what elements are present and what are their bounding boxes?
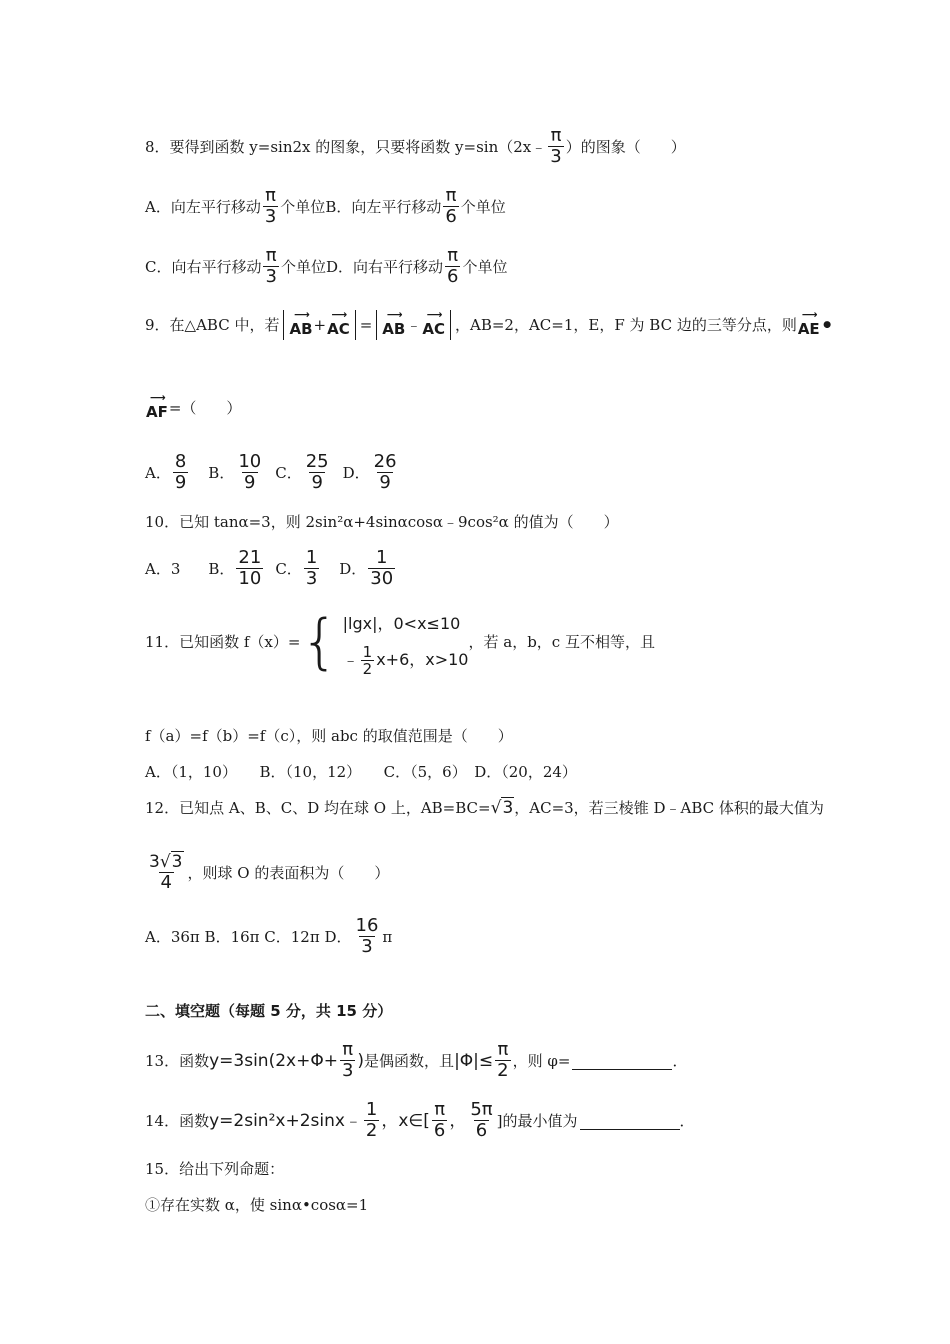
fraction: $\frac{25}{9}$ bbox=[305, 451, 329, 493]
fraction: $\frac{\pi}{6}$ bbox=[433, 1099, 446, 1141]
sqrt: √3 bbox=[490, 798, 514, 818]
fraction: $\frac{8}{9}$ bbox=[174, 451, 187, 493]
q12-options: A．36π B．16π C．12π D． $\frac{16}{3}$ π bbox=[145, 915, 393, 957]
q11-stem-cont: f（a）=f（b）=f（c），则 abc 的取值范围是（ ） bbox=[145, 727, 513, 745]
case-1: |lgx|，0<x≤10 bbox=[342, 614, 461, 633]
q8-stem: 8．要得到函数 y=sin2x 的图象，只要将函数 y=sin（2x﹣ $\frac{\pi}{3}$ ）的图象（ ） bbox=[145, 125, 686, 167]
section-heading: 二、填空题（每题 5 分，共 15 分） bbox=[145, 1002, 393, 1020]
fraction: $\frac{1}{2}$ bbox=[362, 642, 373, 678]
q9-stem-cont: ⟶ AF =（ ） bbox=[146, 391, 242, 421]
q9-stem: 9．在△ABC 中，若 ⟶ AB + ⟶ AC = ⟶ AB ﹣ ⟶ AC ，AB=2，AC=1，E，F 为 BC 边的三等分点，则 ⟶ AE • bbox=[145, 308, 834, 338]
fraction: $\frac{\pi}{3}$ bbox=[550, 125, 562, 167]
q10-stem: 10．已知 tanα=3，则 2sin²α+4sinαcosα﹣9cos²α 的值为（ ） bbox=[145, 513, 619, 531]
fraction: $\frac{1}{30}$ bbox=[370, 547, 394, 589]
vector-ab: ⟶ AB bbox=[289, 308, 313, 338]
fraction: $\frac{16}{3}$ bbox=[355, 915, 379, 957]
fraction: $\frac{\pi}{2}$ bbox=[497, 1039, 509, 1081]
piecewise-function bbox=[343, 606, 469, 678]
fraction: $\frac{26}{9}$ bbox=[373, 451, 397, 493]
vector-ac: ⟶ AC bbox=[327, 308, 350, 338]
q12-stem: 12．已知点 A、B、C、D 均在球 O 上，AB=BC= √3 ，AC=3，若三棱锥 D﹣ABC 体积的最大值为 bbox=[145, 798, 824, 818]
q8-options-cd: C．向右平行移动 $\frac{\pi}{3}$ 个单位 D．向右平行移动 $\frac{\pi}{6}$ 个单位 bbox=[145, 245, 508, 287]
vector-ae: ⟶ AE bbox=[797, 308, 820, 338]
fraction: $\frac{5\pi}{6}$ bbox=[470, 1099, 493, 1141]
case-2: ﹣ $\frac{1}{2}$ x+6，x>10 bbox=[342, 642, 469, 678]
q9-options: A． $\frac{8}{9}$ B． $\frac{10}{9}$ C． $\frac{25}{9}$ D． $\frac{26}{9}$ bbox=[145, 451, 397, 493]
q13: 13．函数 y=3sin(2x+Φ+ $\frac{\pi}{3}$ ) 是偶函数，且 |Φ|≤ $\frac{\pi}{2}$ ，则 φ= ． bbox=[145, 1039, 688, 1081]
abs-bar bbox=[283, 310, 284, 340]
fraction: $\frac{3√3}{4}$ bbox=[149, 852, 183, 893]
abs-bar bbox=[450, 310, 451, 340]
q11-options: A．（1，10） B．（10，12） C．（5，6） D．（20，24） bbox=[145, 763, 577, 781]
vector-af: ⟶ AF bbox=[146, 391, 168, 421]
q8-options-ab: A．向左平行移动 $\frac{\pi}{3}$ 个单位 B．向左平行移动 $\frac{\pi}{6}$ 个单位 bbox=[145, 185, 506, 227]
q15-item-1: ①存在实数 α，使 sinα•cosα=1 bbox=[145, 1196, 369, 1214]
q10-options: A．3 B． $\frac{21}{10}$ C． $\frac{1}{3}$ D． $\frac{1}{30}$ bbox=[145, 547, 394, 589]
q11-stem: 11．已知函数 f（x）= { |lgx|，0<x≤10 ﹣ $\frac{1}{2}$ x+6，x>10 ，若 a，b，c 互不相等，且 bbox=[145, 607, 655, 678]
fraction: $\frac{1}{2}$ bbox=[365, 1099, 378, 1141]
q14: 14．函数 y=2sin²x+2sinx﹣ $\frac{1}{2}$ ，x∈[ $\frac{\pi}{6}$ ， $\frac{5\pi}{6}$ ]的最小值为 ． bbox=[145, 1099, 695, 1141]
vector-ab: ⟶ AB bbox=[382, 308, 406, 338]
answer-blank[interactable] bbox=[572, 1051, 672, 1070]
fraction: $\frac{1}{3}$ bbox=[305, 547, 318, 589]
fraction: $\frac{\pi}{3}$ bbox=[264, 185, 277, 227]
answer-blank[interactable] bbox=[580, 1111, 680, 1130]
abs-bar bbox=[355, 310, 356, 340]
fraction: $\frac{21}{10}$ bbox=[238, 547, 262, 589]
fraction: $\frac{\pi}{3}$ bbox=[265, 245, 277, 287]
brace: { bbox=[300, 607, 339, 677]
fraction: $\frac{10}{9}$ bbox=[238, 451, 262, 493]
q15-stem: 15．给出下列命题： bbox=[145, 1160, 285, 1178]
fraction: $\frac{\pi}{3}$ bbox=[341, 1039, 354, 1081]
fraction: $\frac{\pi}{6}$ bbox=[446, 245, 459, 287]
fraction: $\frac{\pi}{6}$ bbox=[445, 185, 457, 227]
q12-stem-cont: $\frac{3√3}{4}$ ，则球 O 的表面积为（ ） bbox=[149, 852, 390, 893]
abs-bar bbox=[376, 310, 377, 340]
vector-ac: ⟶ AC bbox=[422, 308, 445, 338]
